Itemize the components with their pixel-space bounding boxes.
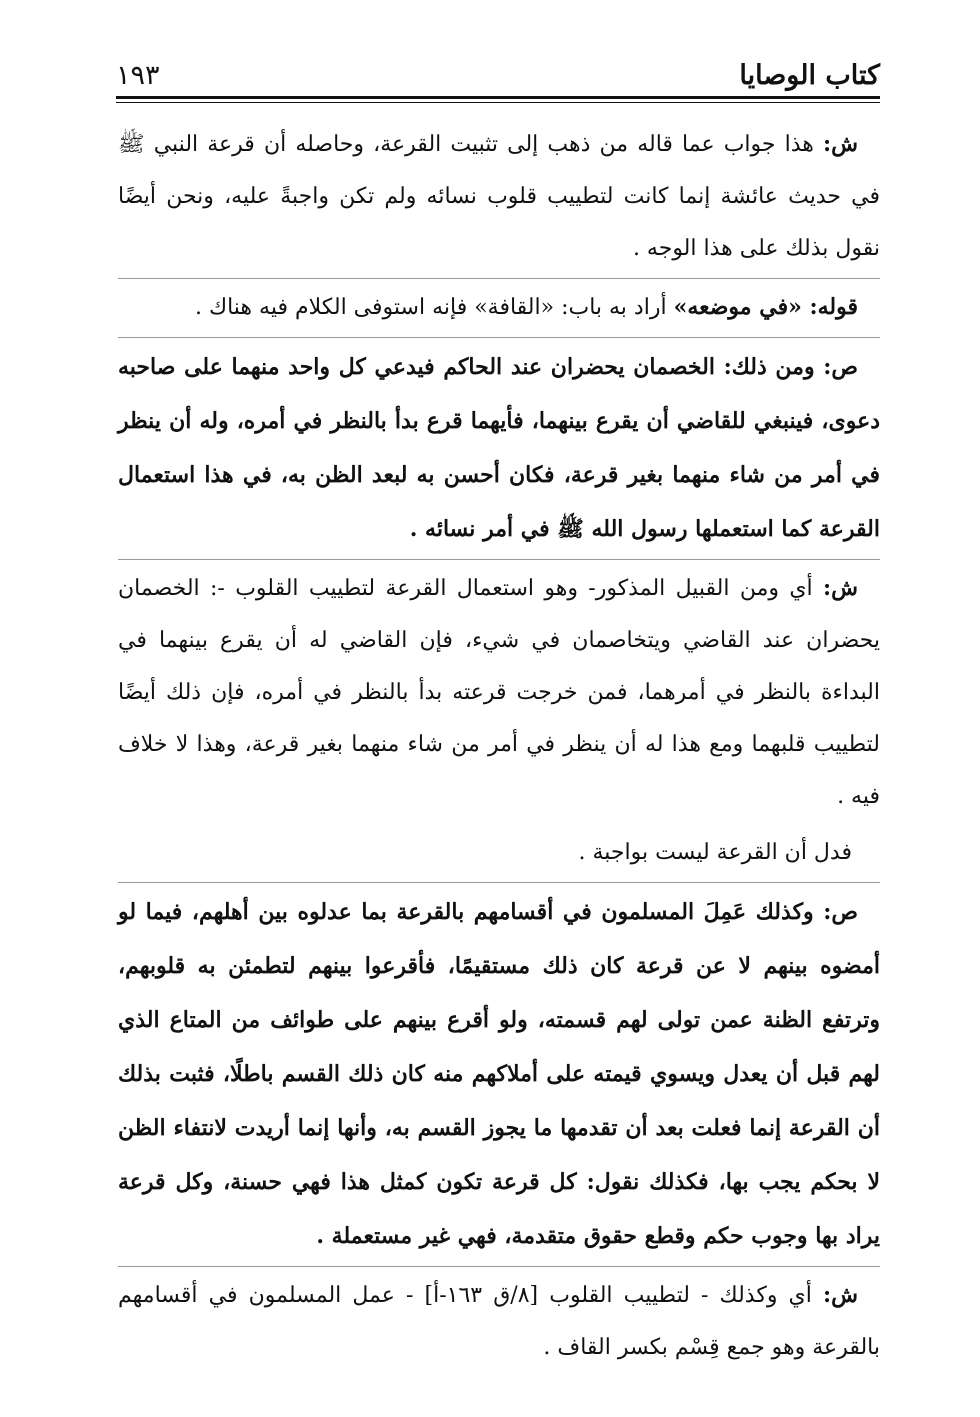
paragraph-separator xyxy=(118,559,880,560)
header-rule-thin xyxy=(116,102,880,103)
commentary-paragraph xyxy=(118,118,880,275)
running-header xyxy=(116,56,880,96)
page-body xyxy=(118,118,880,1374)
conclusion-text: فدل أن القرعة ليست بواجبة . xyxy=(578,840,852,865)
commentary-text: أي ومن القبيل المذكور- وهو استعمال القرعة لتطييب القلوب -: الخصمان يحضران عند القاضي ويتخاصمان في شيء، فإن القاضي له أن يقرع بينهما في البداءة بالنظر في أمرهما، فمن خرجت قرعته بدأ بالنظر في أمره، فإن ذلك أيضًا لتطييب قلبهما ومع هذا له أن ينظر في أمر من شاء منهما بغير قرعة، وهذا لا خلاف فيه . xyxy=(118,576,880,809)
quotation-marker: قوله: «في موضعه» xyxy=(673,294,858,320)
commentary-marker: ش: xyxy=(823,575,858,601)
commentary-paragraph xyxy=(118,1269,880,1374)
paragraph-separator xyxy=(118,278,880,279)
main-text: ومن ذلك: الخصمان يحضران عند الحاكم فيدعي كل واحد منهما على صاحبه دعوى، فينبغي للقاضي أن يقرع بينهما، فأيهما قرع بدأ بالنظر في أمره، وله أن ينظر في أمر من شاء منهما بغير قرعة، فكان أحسن به لبعد الظن به، في هذا استعمال القرعة كما استعملها رسول الله ﷺ في أمر نسائه . xyxy=(118,354,880,542)
main-text-paragraph xyxy=(118,885,880,1263)
paragraph-separator xyxy=(118,882,880,883)
book-title: كتاب الوصايا xyxy=(739,60,880,91)
main-text-marker: ص: xyxy=(823,354,858,380)
commentary-marker: ش: xyxy=(823,1282,858,1308)
commentary-marker: ش: xyxy=(823,131,858,157)
commentary-text: أي وكذلك - لتطييب القلوب [٨/ق ١٦٣-أ] - عمل المسلمون في أقسامهم بالقرعة وهو جمع قِسْم بكسر القاف . xyxy=(118,1283,880,1360)
main-text-marker: ص: xyxy=(823,899,858,925)
header-rule-thick xyxy=(116,96,880,99)
commentary-text: هذا جواب عما قاله من ذهب إلى تثبيت القرعة، وحاصله أن قرعة النبي ﷺ في حديث عائشة إنما كانت لتطييب قلوب نسائه ولم تكن واجبةً عليه، ونحن أيضًا نقول بذلك على هذا الوجه . xyxy=(118,132,881,261)
paragraph-separator xyxy=(118,1266,880,1267)
page-number: ١٩٣ xyxy=(116,60,160,91)
quotation-text: أراد به باب: «القافة» فإنه استوفى الكلام فيه هناك . xyxy=(194,295,667,320)
paragraph-separator xyxy=(118,337,880,338)
commentary-paragraph xyxy=(118,562,880,823)
main-text: وكذلك عَمِلَ المسلمون في أقسامهم بالقرعة بما عدلوه بين أهلهم، فيما لو أمضوه بينهم لا عن قرعة كان ذلك مستقيمًا، فأقرعوا بينهم لتطمئن به قلوبهم، وترتفع الظنة عمن تولى لهم قسمته، ولو أقرع بينهم على طوائف من المتاع الذي لهم قبل أن يعدل ويسوي قيمته على أملاكهم منه كان ذلك القسم باطلًا، فثبت بذلك أن القرعة إنما فعلت بعد أن تقدمها ما يجوز القسم به، وأنها إنما أريدت لانتفاء الظن لا بحكم يجب بها، فكذلك نقول: كل قرعة تكون كمثل هذا فهي حسنة، وكل قرعة يراد بها وجوب حكم وقطع حقوق متقدمة، فهي غير مستعملة . xyxy=(118,899,880,1249)
main-text-paragraph xyxy=(118,340,880,556)
conclusion-paragraph xyxy=(118,827,880,879)
quotation-paragraph xyxy=(118,281,880,334)
